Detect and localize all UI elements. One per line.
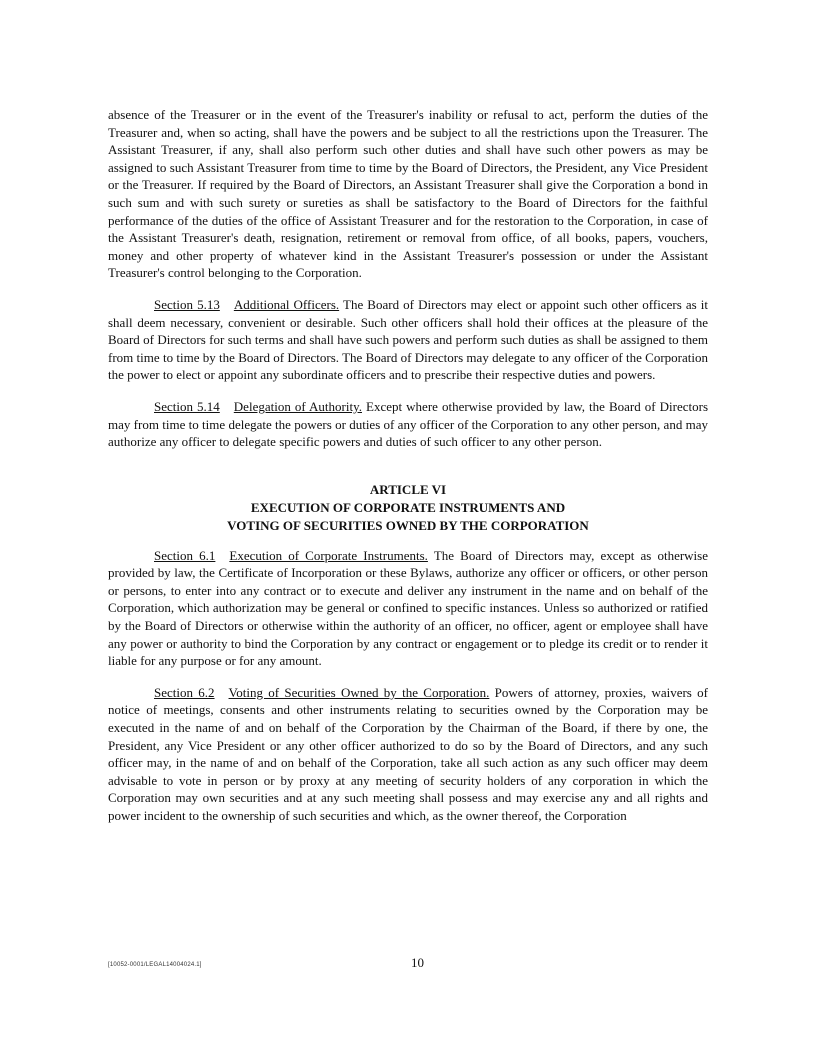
section-title: Execution of Corporate Instruments. (229, 547, 428, 563)
page-number: 10 (411, 955, 424, 970)
body-text (108, 106, 708, 839)
section-5-13 (108, 296, 708, 384)
section-text: Powers of attorney, proxies, waivers of notice of meetings, consents and other instruments relating to securities owned by the Corporation may be executed in the name of and on behalf of the Corporation by the Chairman of the Board, if there by one, the President, any Vice President or any other officer authorized to do so by the Board of Directors, and any such officer may, in the name of and on behalf of the Corporation, take all such action as any such officer may deem advisable to vote in person or by proxy at any meeting of security holders of any corporation in which the Corporation may own securities and at any such meeting shall possess and may exercise any and all rights and power incident to the ownership of such securities and which, as the owner thereof, the Corporation (108, 684, 708, 823)
section-5-14 (108, 398, 708, 451)
section-number: Section 5.13 (154, 296, 220, 312)
section-text: Except where otherwise provided by law, the Board of Directors may from time to time delegate the powers or duties of any officer of the Corporation to any other person, and may authorize any officer to delegate specific powers and duties of such officer to any other person. (108, 398, 709, 450)
section-text: The Board of Directors may, except as otherwise provided by law, the Certificate of Incorporation or these Bylaws, authorize any officer or officers, or other person or persons, to enter into any contract or to execute and deliver any instrument in the name and on behalf of the Corporation, which authorization may be general or confined to specific instances. Unless so authorized or ratified by the Board of Directors or otherwise within the authority of an officer, no officer, agent or employee shall have any power or authority to bind the Corporation by any contract or engagement or to pledge its credit or to render it liable for any purpose or for any amount. (108, 547, 708, 669)
article-title-line-1: EXECUTION OF CORPORATE INSTRUMENTS AND (250, 499, 566, 515)
article-label: ARTICLE VI (369, 481, 447, 497)
article-heading (108, 481, 708, 535)
section-title: Additional Officers. (233, 296, 340, 312)
section-6-2 (108, 684, 708, 825)
section-text: The Board of Directors may elect or appoint such other officers as it shall deem necessary, convenient or desirable. Such other officers shall hold their offices at the pleasure of the Board of Directors for such terms and shall have such powers and perform such duties as shall be assigned to them from time to time by the Board of Directors. The Board of Directors may delegate to any officer of the Corporation the power to elect or appoint any subordinate officers and to prescribe their respective duties and powers. (108, 296, 708, 383)
article-title-line-2: VOTING OF SECURITIES OWNED BY THE CORPORATION (227, 517, 589, 533)
continued-paragraph: absence of the Treasurer or in the event of the Treasurer's inability or refusal to act, perform the duties of the Treasurer and, when so acting, shall have the powers and be subject to all the restrictions upon the Treasurer. The Assistant Treasurer, if any, shall also perform such other duties and shall have such other powers as may be assigned to such Assistant Treasurer from time to time by the Board of Directors, the President, any Vice President or the Treasurer. If required by the Board of Directors, an Assistant Treasurer shall give the Corporation a bond in such sum and with such surety or sureties as shall be satisfactory to the Board of Directors for the faithful performance of the duties of the office of Assistant Treasurer and for the restoration to the Corporation, in case of the Assistant Treasurer's death, resignation, retirement or removal from office, of all books, papers, vouchers, money and other property of whatever kind in the Assistant Treasurer's possession or under the Assistant Treasurer's control belonging to the Corporation. (108, 107, 708, 281)
section-number: Section 6.2 (154, 684, 215, 700)
section-title: Voting of Securities Owned by the Corporation. (228, 684, 490, 700)
section-number: Section 5.14 (154, 398, 220, 414)
document-id-footer: [10052-0001/LEGAL14004024.1] (108, 962, 202, 968)
section-title: Delegation of Authority. (233, 398, 362, 414)
section-number: Section 6.1 (154, 547, 216, 563)
section-6-1 (108, 547, 708, 670)
